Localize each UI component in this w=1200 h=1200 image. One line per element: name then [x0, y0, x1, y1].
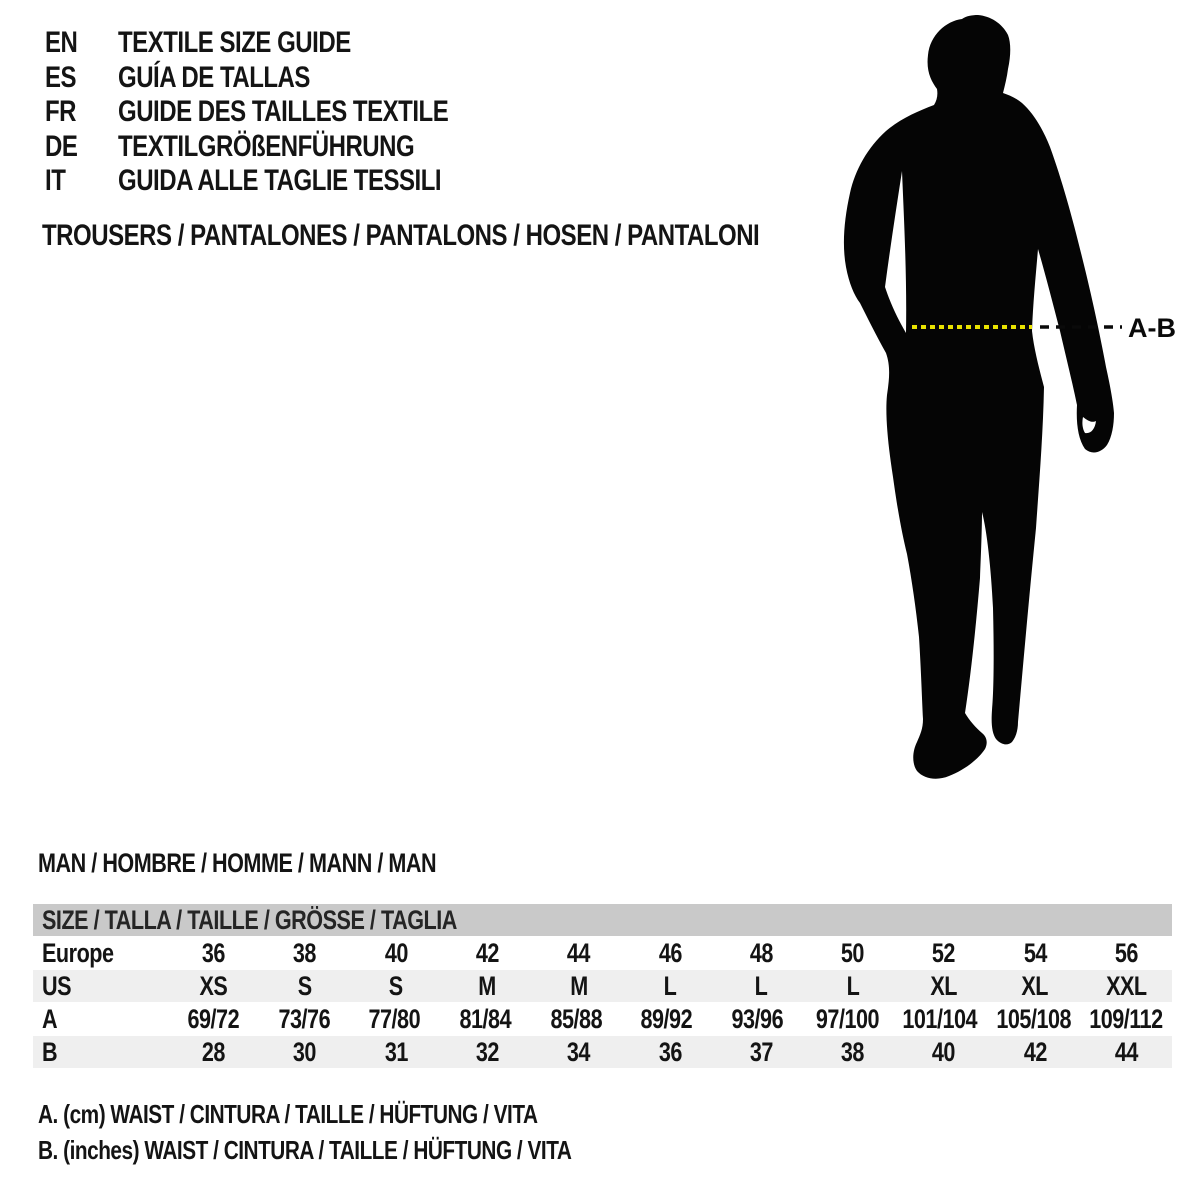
size-table-header	[33, 904, 1172, 936]
table-cell-text: 97/100	[816, 1003, 880, 1034]
table-cell-text: 44	[567, 937, 591, 968]
language-code	[45, 130, 118, 164]
language-row	[45, 164, 531, 199]
table-cell-text: 85/88	[550, 1003, 602, 1034]
table-cell-text: 93/96	[731, 1003, 784, 1034]
table-cell-text: L	[663, 970, 677, 1001]
table-cell	[898, 938, 989, 969]
table-cell	[624, 1037, 715, 1068]
row-label	[33, 1004, 168, 1035]
table-cell-text: 50	[840, 937, 865, 968]
table-cell	[898, 971, 989, 1002]
table-cell	[716, 938, 807, 969]
table-cell	[259, 938, 350, 969]
table-cell	[533, 938, 624, 969]
table-cell	[533, 971, 624, 1002]
table-cell-text: 40	[932, 1036, 956, 1067]
language-code	[45, 61, 118, 95]
table-cell-text: 56	[1114, 937, 1138, 968]
table-cell	[168, 971, 259, 1002]
footnotes	[38, 1096, 705, 1168]
table-cell-text: 52	[932, 937, 956, 968]
table-cell-text: M	[478, 970, 497, 1001]
table-row	[33, 1003, 1172, 1035]
table-cell	[259, 1037, 350, 1068]
language-code-text: EN	[45, 26, 78, 60]
size-table	[33, 904, 1172, 1068]
table-cell-text: 48	[749, 937, 773, 968]
table-cell-text: 36	[202, 937, 226, 968]
measure-label: A-B	[1128, 313, 1176, 343]
table-cell	[624, 938, 715, 969]
table-cell	[807, 938, 898, 969]
table-cell	[442, 1037, 533, 1068]
table-cell	[259, 971, 350, 1002]
table-cell	[168, 1004, 259, 1035]
language-row	[45, 95, 531, 130]
table-cell	[893, 1004, 986, 1035]
table-cell-text: XXL	[1105, 970, 1147, 1001]
table-cell	[349, 1004, 440, 1035]
table-cell-text: 32	[475, 1036, 499, 1067]
table-cell-text: 44	[1114, 1036, 1138, 1067]
table-cell	[989, 938, 1080, 969]
footnote-a	[38, 1096, 705, 1132]
table-cell-text: XS	[199, 970, 228, 1001]
table-cell	[259, 1004, 350, 1035]
size-table-header-text: SIZE / TALLA / TAILLE / GRÖSSE / TAGLIA	[42, 904, 457, 935]
table-cell-text: XL	[1021, 970, 1049, 1001]
language-label-text: GUIDE DES TAILLES TEXTILE	[118, 95, 449, 129]
table-cell	[351, 971, 442, 1002]
table-row	[33, 1036, 1172, 1068]
table-cell	[621, 1004, 712, 1035]
row-label-text: Europe	[42, 937, 114, 968]
table-cell-text: 42	[475, 937, 499, 968]
table-cell	[898, 1037, 989, 1068]
table-cell	[803, 1004, 894, 1035]
language-label-text: TEXTILE SIZE GUIDE	[118, 26, 351, 60]
table-cell-text: 105/108	[995, 1003, 1071, 1034]
table-cell-text: L	[754, 970, 768, 1001]
table-cell	[716, 971, 807, 1002]
language-label	[118, 164, 522, 198]
table-cell-text: 38	[840, 1036, 865, 1067]
section-heading	[38, 848, 536, 878]
table-cell-text: 40	[384, 937, 408, 968]
table-cell	[624, 971, 715, 1002]
table-cell-text: 69/72	[187, 1003, 240, 1034]
table-cell	[989, 1037, 1080, 1068]
table-cell-text: S	[389, 970, 404, 1001]
language-code	[45, 95, 118, 129]
row-label	[33, 938, 168, 969]
table-cell	[168, 938, 259, 969]
table-cell-text: L	[846, 970, 859, 1001]
language-code-text: FR	[45, 95, 77, 129]
table-cell	[531, 1004, 622, 1035]
row-label-text: US	[42, 970, 72, 1001]
table-cell	[1081, 938, 1172, 969]
language-code-text: DE	[45, 129, 78, 163]
table-cell	[989, 971, 1080, 1002]
table-cell	[1081, 971, 1172, 1002]
category-line-text: TROUSERS / PANTALONES / PANTALONS / HOSEN / PANTALONI	[42, 219, 760, 252]
man-silhouette	[840, 5, 1200, 785]
table-cell-text: 30	[293, 1036, 317, 1067]
table-cell	[1080, 1004, 1172, 1035]
table-cell	[716, 1037, 807, 1068]
table-cell-text: 109/112	[1089, 1003, 1163, 1034]
table-cell-text: 77/80	[368, 1003, 421, 1034]
section-heading-text: MAN / HOMBRE / HOMME / MANN / MAN	[38, 848, 437, 878]
footnote-b	[38, 1132, 705, 1168]
footnote-b-text: B. (inches) WAIST / CINTURA / TAILLE / HÜFTUNG / VITA	[38, 1135, 572, 1165]
table-cell-text: 81/84	[459, 1003, 512, 1034]
table-cell-text: 42	[1023, 1036, 1047, 1067]
table-cell-text: 101/104	[902, 1003, 978, 1034]
row-label	[33, 971, 168, 1002]
table-cell	[440, 1004, 531, 1035]
table-cell	[807, 1037, 898, 1068]
language-label	[118, 130, 488, 164]
row-label-text: B	[42, 1036, 58, 1067]
table-cell-text: 73/76	[278, 1003, 330, 1034]
table-cell	[351, 1037, 442, 1068]
language-label	[118, 26, 409, 60]
table-cell-text: 54	[1023, 937, 1047, 968]
table-cell-text: 36	[658, 1036, 682, 1067]
footnote-a-text: A. (cm) WAIST / CINTURA / TAILLE / HÜFTUNG / VITA	[38, 1099, 538, 1129]
table-cell-text: XL	[930, 970, 958, 1001]
language-code	[45, 26, 118, 60]
table-cell	[1081, 1037, 1172, 1068]
table-cell-text: 34	[567, 1036, 591, 1067]
table-cell-text: 38	[293, 937, 317, 968]
size-table-rows	[33, 937, 1172, 1068]
figure-area	[840, 5, 1200, 785]
language-label	[118, 61, 358, 95]
body-shape	[844, 15, 1114, 779]
language-row	[45, 130, 531, 165]
language-code-text: IT	[45, 164, 66, 198]
language-list	[45, 26, 531, 199]
table-row	[33, 970, 1172, 1002]
table-cell	[351, 938, 442, 969]
category-line	[42, 219, 939, 253]
table-row	[33, 937, 1172, 969]
table-cell	[442, 938, 533, 969]
row-label	[33, 1037, 168, 1068]
table-cell	[168, 1037, 259, 1068]
table-cell-text: M	[569, 970, 588, 1001]
table-cell	[712, 1004, 803, 1035]
table-cell	[533, 1037, 624, 1068]
row-label-text: A	[42, 1003, 58, 1034]
table-cell-text: 37	[749, 1036, 773, 1067]
table-cell-text: S	[297, 970, 312, 1001]
language-row	[45, 26, 531, 61]
language-label	[118, 95, 531, 129]
table-cell-text: 89/92	[640, 1003, 693, 1034]
table-cell-text: 31	[384, 1036, 408, 1067]
language-code	[45, 164, 118, 198]
language-label-text: GUÍA DE TALLAS	[118, 60, 310, 94]
language-row	[45, 61, 531, 96]
language-label-text: GUIDA ALLE TAGLIE TESSILI	[118, 164, 442, 198]
language-code-text: ES	[45, 60, 77, 94]
table-cell	[987, 1004, 1080, 1035]
table-cell	[807, 971, 898, 1002]
table-cell-text: 28	[202, 1036, 226, 1067]
language-label-text: TEXTILGRÖßENFÜHRUNG	[118, 129, 415, 163]
table-cell-text: 46	[658, 937, 682, 968]
table-cell	[442, 971, 533, 1002]
